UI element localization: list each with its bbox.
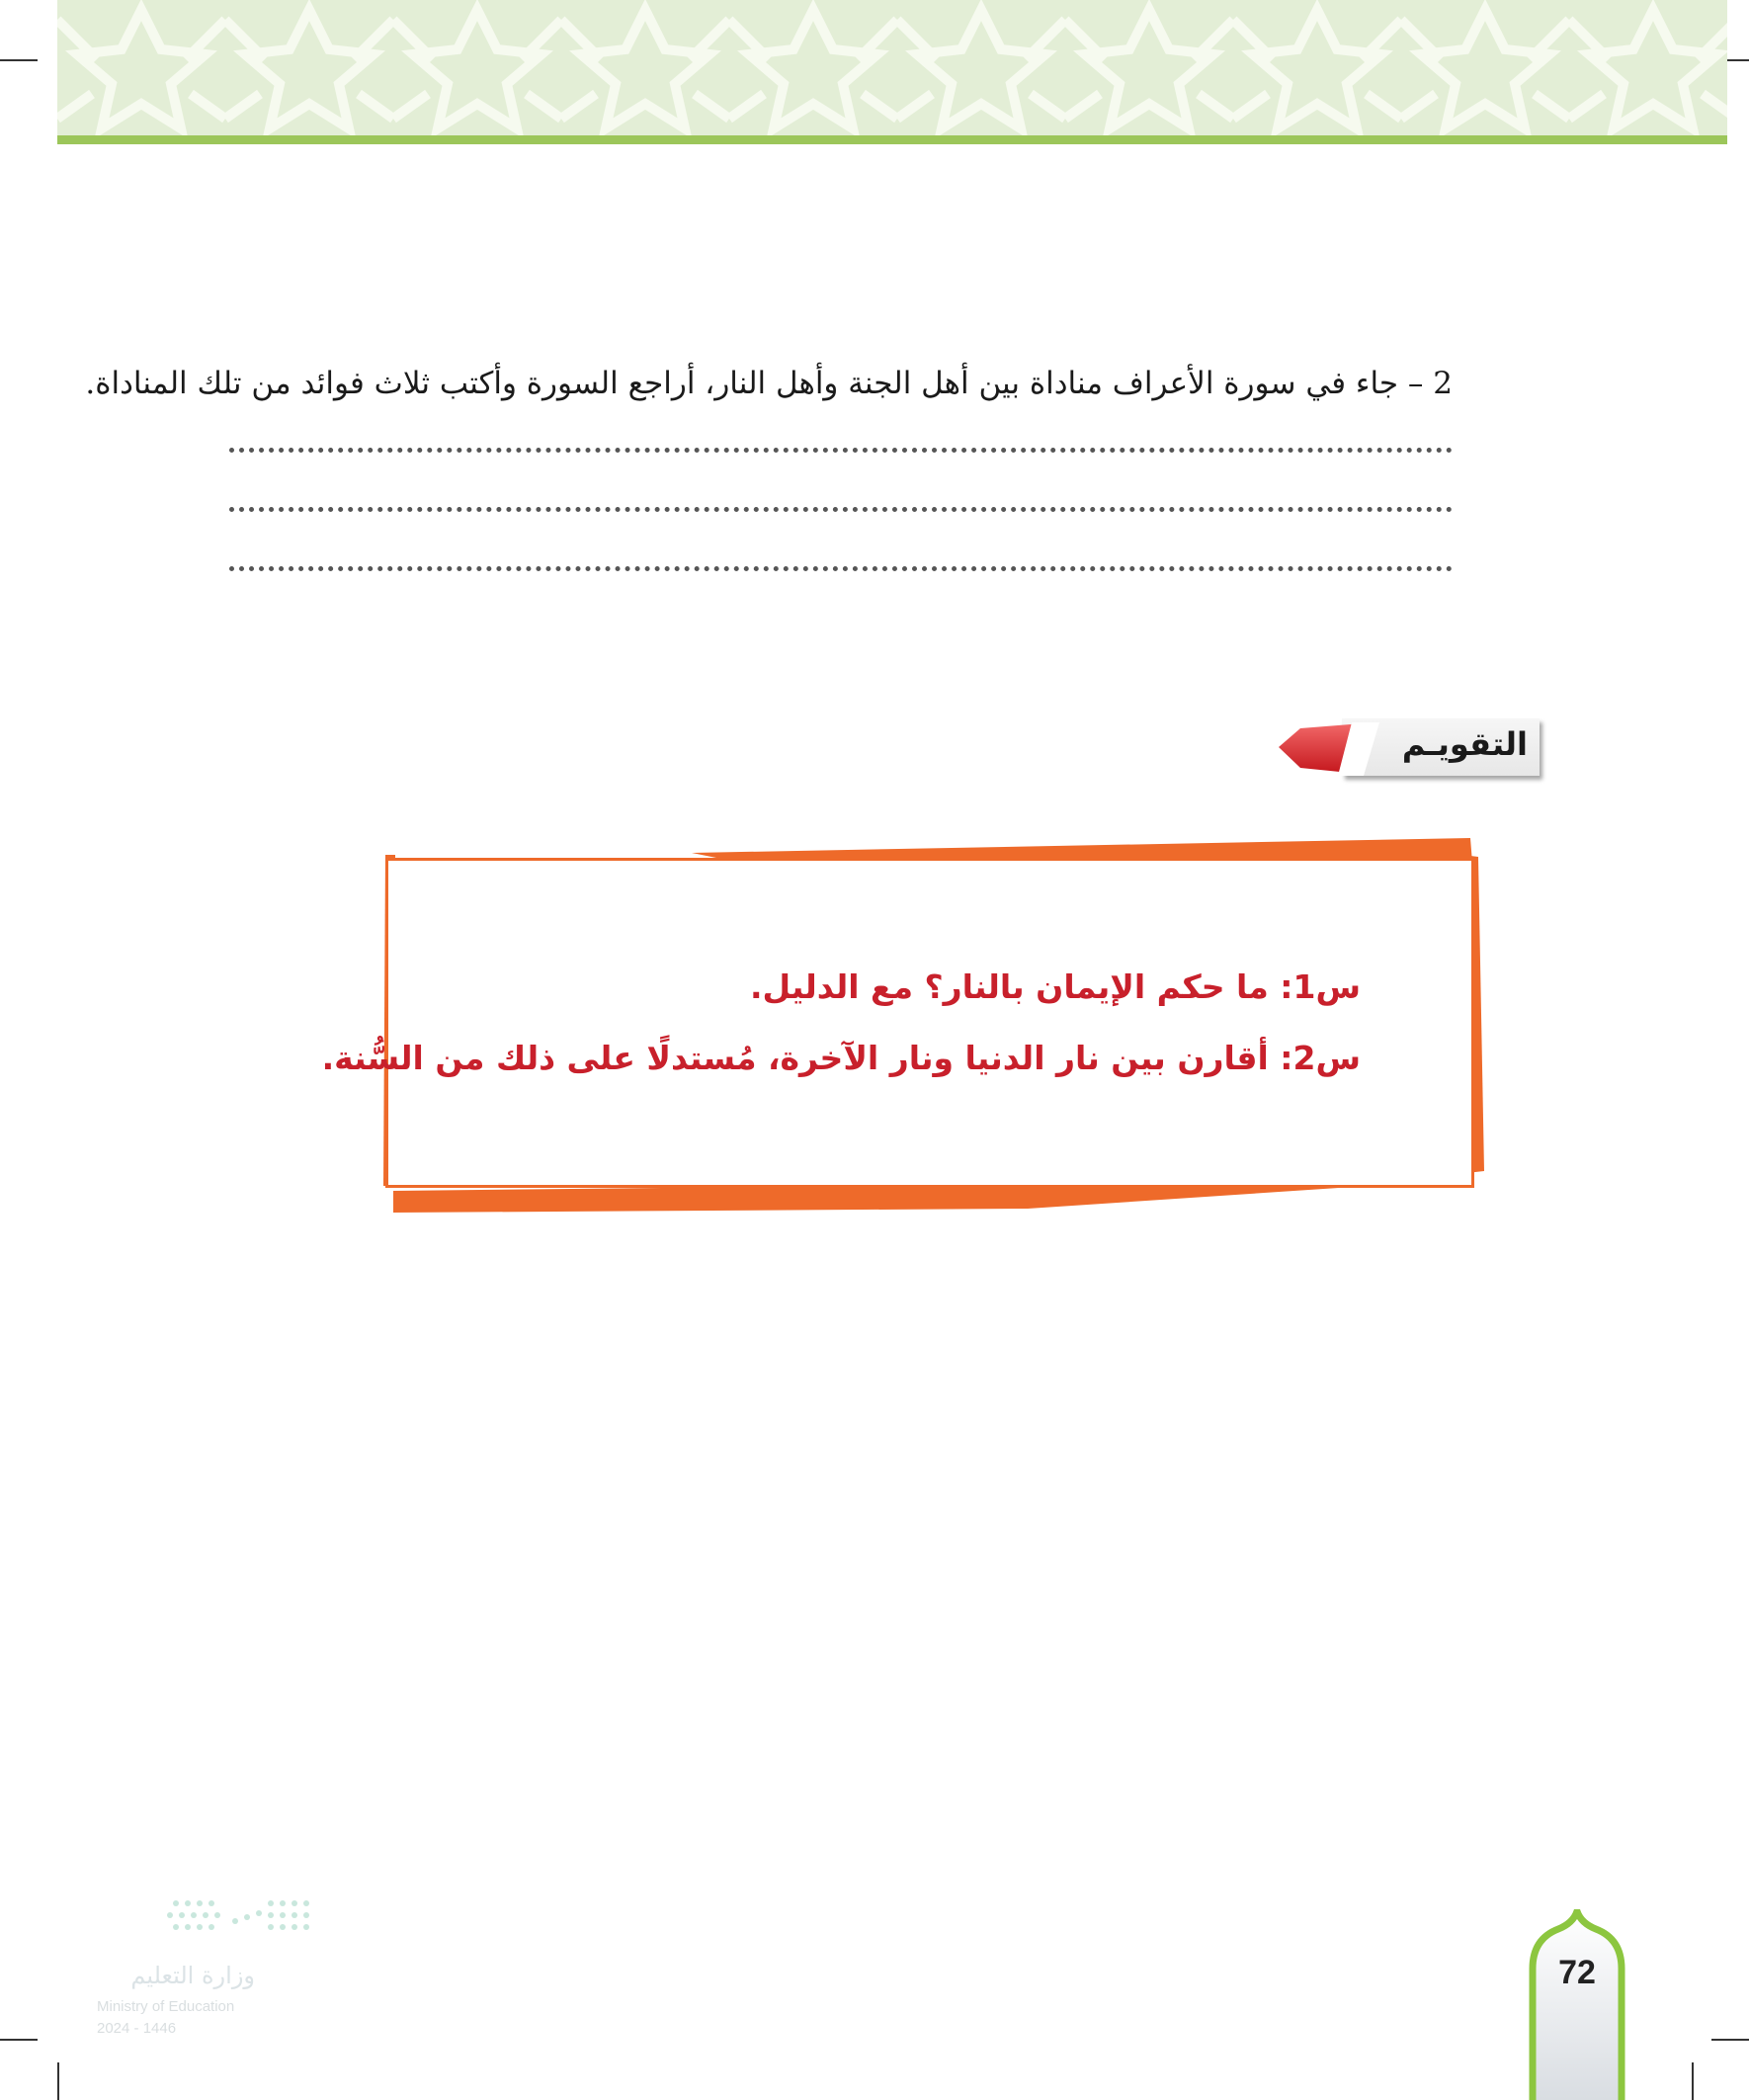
- answer-line[interactable]: [217, 530, 1453, 589]
- header-pattern-band: [57, 0, 1727, 138]
- page-number-tab: [1529, 1909, 1625, 2100]
- evaluation-title: التقويـم: [1401, 725, 1528, 763]
- box-question-2: س2: أقارن بين نار الدنيا ونار الآخرة، مُستدلًا على ذلك من السُّنة.: [321, 1039, 1361, 1077]
- crop-mark: [0, 59, 38, 61]
- question-block: [85, 356, 1453, 589]
- red-arrow-icon: [1277, 718, 1395, 780]
- evaluation-questions-box: [321, 858, 1474, 1188]
- answer-line[interactable]: [217, 411, 1453, 470]
- ministry-year: 2024 - 1446: [97, 2020, 177, 2037]
- ministry-name-ar: وزارة التعليم: [130, 1962, 255, 1989]
- geometric-pattern-icon: [57, 0, 1727, 138]
- header-divider: [57, 135, 1727, 144]
- answer-line[interactable]: [217, 470, 1453, 530]
- crop-mark: [0, 2039, 38, 2041]
- box-question-1: س1: ما حكم الإيمان بالنار؟ مع الدليل.: [749, 967, 1361, 1006]
- question-text: 2 – جاء في سورة الأعراف مناداة بين أهل الجنة وأهل النار، أراجع السورة وأكتب ثلاث فوائد من تلك المناداة.: [85, 366, 1453, 401]
- crop-mark: [1692, 2062, 1694, 2100]
- ministry-logo-icon: [97, 1895, 324, 1955]
- crop-mark: [1711, 2039, 1749, 2041]
- crop-mark: [57, 2062, 59, 2100]
- ministry-name-en: Ministry of Education: [97, 1998, 235, 2015]
- page-number: 72: [1558, 1954, 1596, 1991]
- evaluation-tab: [1277, 718, 1540, 780]
